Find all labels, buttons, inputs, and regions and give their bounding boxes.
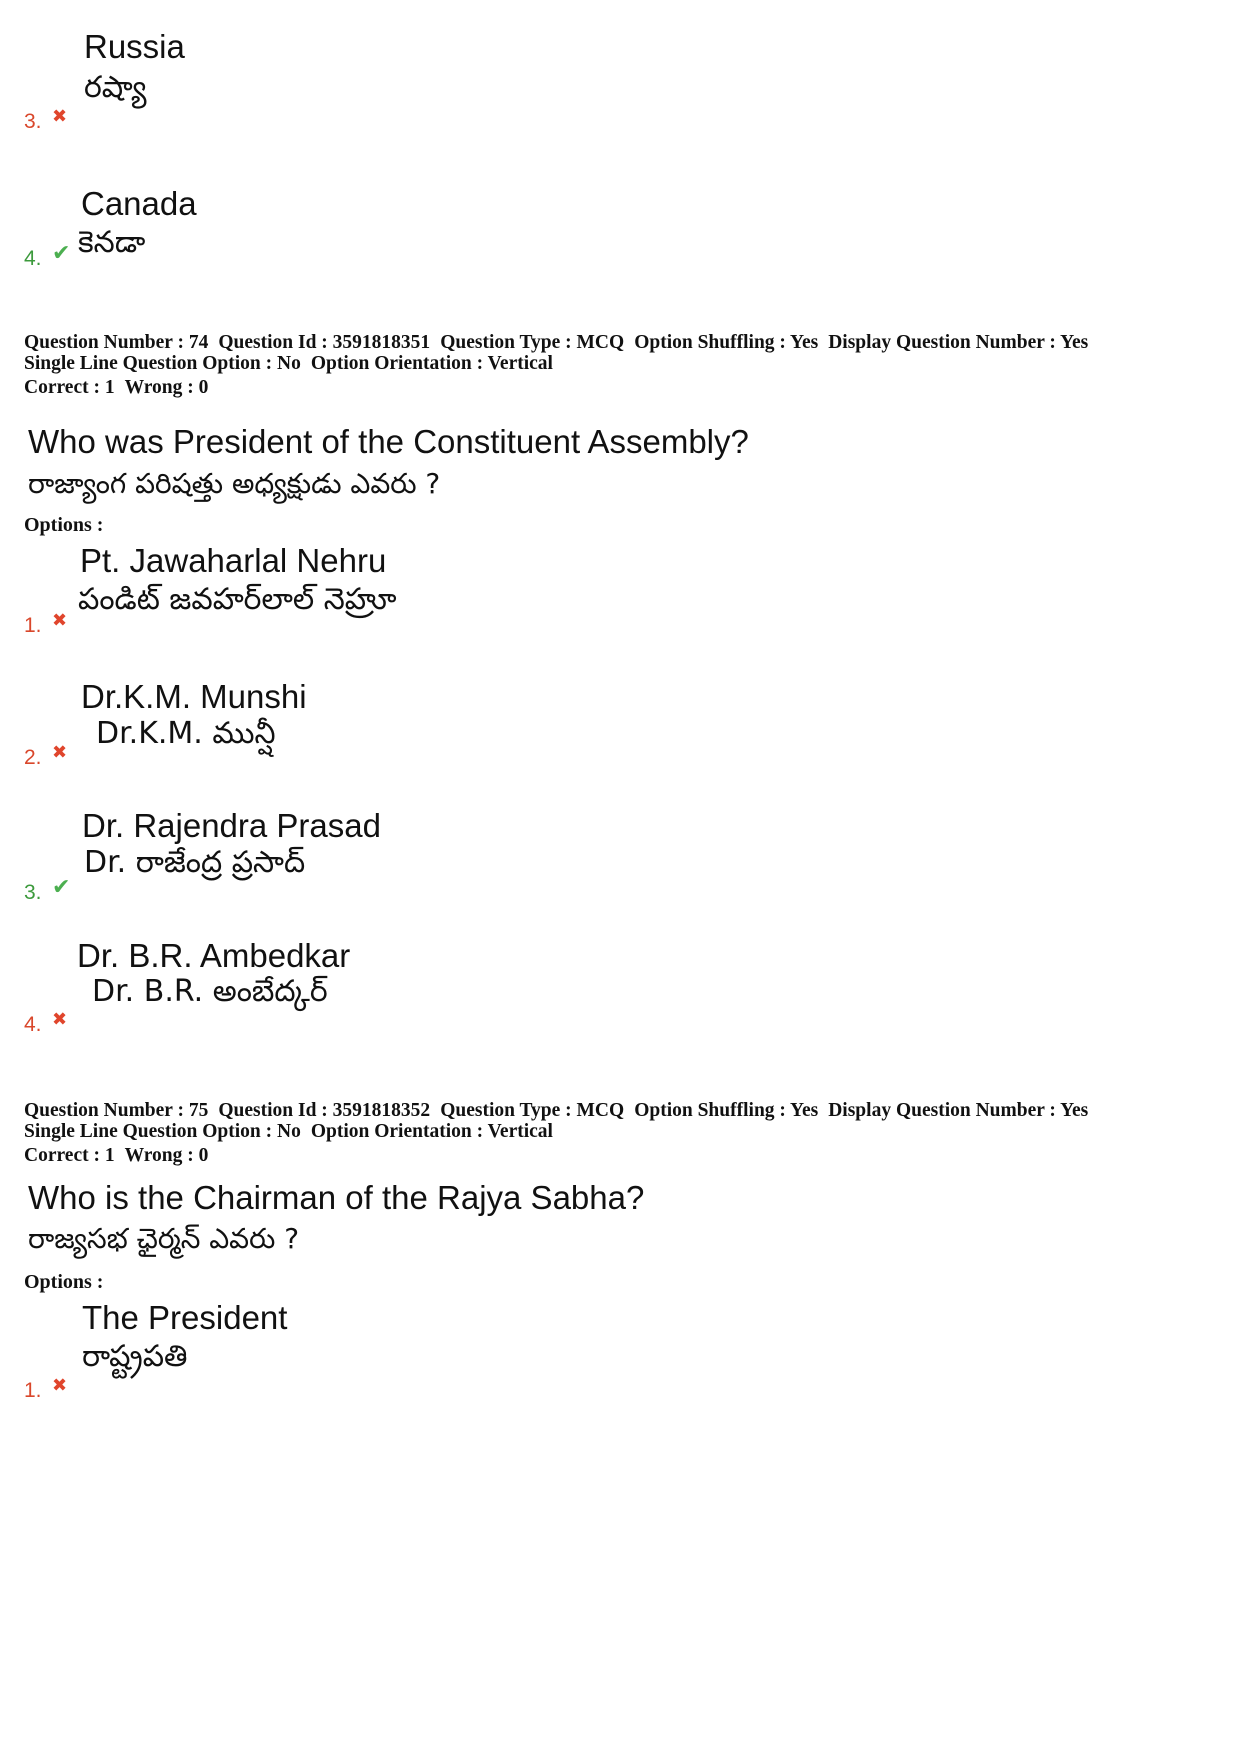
meta-single-line: Single Line Question Option : No [24,353,301,374]
meta-display-number: Display Question Number : Yes [828,332,1089,353]
question-score [24,377,218,398]
option-number: 4. [24,1013,42,1036]
cross-mark-icon: ✖ [52,106,68,127]
option-text-te: Dr. B.R. అంబేద్కర్ [92,974,328,1009]
meta-single-line: Single Line Question Option : No [24,1121,301,1142]
option-text-en: Russia [84,28,185,65]
options-label: Options : [24,1271,104,1293]
check-mark-icon: ✔ [52,875,71,900]
meta-option-shuffling: Option Shuffling : Yes [634,332,819,353]
meta-question-type: Question Type : MCQ [440,332,625,353]
option-number: 1. [24,1379,42,1402]
option-text-te: Dr.K.M. మున్షీ [96,716,276,751]
meta-question-number: Question Number : 75 [24,1100,209,1121]
check-mark-icon: ✔ [52,241,71,266]
options-label: Options : [24,514,104,536]
option-text-en: Canada [81,185,197,222]
option-text-te: పండిట్ జవహర్‌లాల్ నెహ్రూ [78,582,397,617]
meta-question-number: Question Number : 74 [24,332,209,353]
meta-question-id: Question Id : 3591818351 [218,332,431,353]
option-text-en: Dr. Rajendra Prasad [82,807,381,844]
score-correct: Correct : 1 [24,377,115,398]
meta-question-id: Question Id : 3591818352 [218,1100,431,1121]
meta-display-number: Display Question Number : Yes [828,1100,1089,1121]
option-number: 3. [24,110,42,133]
cross-mark-icon: ✖ [52,1009,68,1030]
cross-mark-icon: ✖ [52,742,68,763]
meta-option-shuffling: Option Shuffling : Yes [634,1100,819,1121]
score-correct: Correct : 1 [24,1145,115,1166]
option-text-en: Pt. Jawaharlal Nehru [80,542,387,579]
option-text-te: రష్యా [84,70,147,105]
question-text-te: రాజ్యాంగ పరిషత్తు అధ్యక్షుడు ఎవరు ? [28,467,441,500]
question-score [24,1145,218,1166]
option-number: 3. [24,881,42,904]
option-number: 1. [24,614,42,637]
question-text-en: Who was President of the Constituent Assembly? [28,423,749,460]
meta-orientation: Option Orientation : Vertical [310,353,553,374]
option-text-te: Dr. రాజేంద్ర ప్రసాద్ [84,845,306,880]
question-text-te: రాజ్యసభ ఛైర్మన్ ఎవరు ? [28,1222,300,1255]
question-meta [24,1100,1098,1142]
question-text-en: Who is the Chairman of the Rajya Sabha? [28,1179,645,1216]
option-text-en: Dr.K.M. Munshi [81,678,307,715]
question-meta [24,332,1098,374]
option-text-te: రాష్ట్రపతి [82,1339,188,1374]
score-wrong: Wrong : 0 [124,377,209,398]
option-number: 4. [24,247,42,270]
option-text-en: The President [82,1299,288,1336]
meta-question-type: Question Type : MCQ [440,1100,625,1121]
score-wrong: Wrong : 0 [124,1145,209,1166]
option-text-en: Dr. B.R. Ambedkar [77,937,351,974]
cross-mark-icon: ✖ [52,610,68,631]
option-text-te: కెనడా [78,225,146,260]
meta-orientation: Option Orientation : Vertical [310,1121,553,1142]
cross-mark-icon: ✖ [52,1375,68,1396]
option-number: 2. [24,746,42,769]
